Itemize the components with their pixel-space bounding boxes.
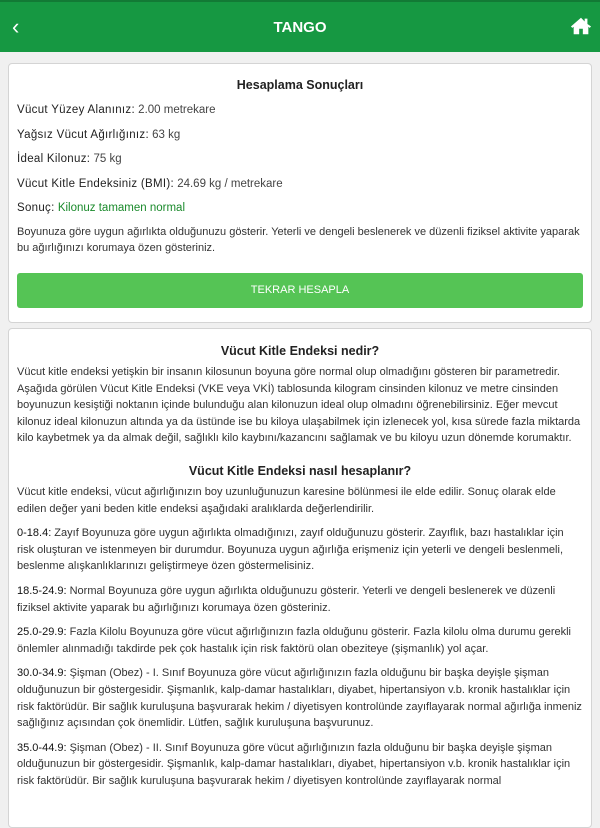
result-description: Boyunuza göre uygun ağırlıkta olduğunuzu gösterir. Yeterli ve dengeli beslenerek ve düzenli fiziksel aktivite yaparak bu ağırlığınızı korumaya özen gösteriniz.	[17, 225, 580, 255]
info-card	[8, 328, 592, 828]
range-text: Fazla Kilolu Boyunuza göre vücut ağırlığınızın fazla olduğunu gösterir. Fazla kilolu olma durumu gerekli önlemler alınmadığı takdirde pek çok hastalık için risk faktörü olan obeziteye (şişmanlık) yol açar.	[17, 626, 571, 655]
section-text-how: Vücut kitle endeksi, vücut ağırlığınızın boy uzunluğunuzun karesine bölünmesi ile elde edilir. Sonuç olarak elde edilen değer yani beden kitle endeksi aşağıdaki aralıklarda değerlendirilir.	[17, 485, 556, 515]
bmi-range-item	[17, 525, 583, 575]
recalculate-button[interactable]: TEKRAR HESAPLA	[17, 273, 583, 308]
value: 24.69 kg / metrekare	[177, 177, 283, 190]
section-text-what: Vücut kitle endeksi yetişkin bir insanın kilosunun boyuna göre normal olup olmadığını gösteren bir parametredir. Aşağıda görülen Vücut Kitle Endeksi (VKE veya VKİ) tablosunda kilogram cinsinden kilonuz ve metre cinsinden boyunuzun kesiştiği noktanın içinde bulunduğu alan kilonuzun ideal olup olmadını öğrenebilirsiniz. Eğer mevcut kilonuz ideal kilonuzun altında ya da üstünde ise bu kiloya ulaşabilmek için izlenecek yol, kısa sürede fazla miktarda kilo kaybetmek ya da almak değil, sağlıklı kilo kaybını/kazancını sağlamak ve bu kiloyu uzun dönemde korumaktır.	[17, 366, 581, 445]
range-text: Şişman (Obez) - II. Sınıf Boyunuza göre vücut ağırlığınızın fazla olduğunu bir başka deyişle şişman olduğunuzun bir göstergesidir. Şişmanlık, kalp-damar hastalıkları, diyabet, hipertansiyon v.b. kronik hastalıklar için risk faktörüdür. Bir sağlık kuruluşuna başvurarak hekim / diyetisyen kontrolünde zayıflayarak normal	[17, 741, 571, 787]
value: 63 kg	[152, 128, 181, 141]
range-label: 25.0-29.9:	[17, 626, 67, 639]
range-label: 35.0-44.9:	[17, 741, 67, 754]
range-label: 0-18.4:	[17, 527, 52, 540]
result-verdict	[17, 196, 583, 221]
bmi-range-item	[17, 583, 583, 616]
range-text: Zayıf Boyunuza göre uygun ağırlıkta olmadığınızı, zayıf olduğunuzu gösterir. Zayıflık, bazı hastalıklar için risk oluşturan ve istenmeyen bir durumdur. Boyunuza uygun ağırlığa erişmeniz için yeterli ve dengeli beslenmeli, beslenme alışkanlıklarınızı geliştirmeye özen göstermelisiniz.	[17, 527, 564, 573]
value: 2.00 metrekare	[138, 104, 216, 116]
back-chevron-icon[interactable]: ‹	[12, 14, 20, 39]
status-text: Kilonuz tamamen normal	[57, 202, 186, 214]
label: Yağsız Vücut Ağırlığınız:	[17, 128, 149, 141]
range-text: Şişman (Obez) - I. Sınıf Boyunuza göre vücut ağırlığınızın fazla olduğunu bir başka deyişle şişman olduğunuzun bir göstergesidir. Şişmanlık, kalp-damar hastalıkları, diyabet, hipertansiyon v.b. kronik hastalıklar için risk faktörüdür. Bir sağlık kuruluşuna başvurarak hekim / diyetisyen kontrolünde zayıflayarak normal ağırlığa inmeniz sağlığınız açısından çok önemlidir. Lütfen, sağlık kuruluşuna başvurunuz.	[17, 667, 582, 730]
label: Vücut Kitle Endeksiniz (BMI):	[17, 177, 174, 190]
result-lean-mass	[17, 123, 583, 148]
label: Vücut Yüzey Alanınız:	[17, 104, 135, 116]
home-icon[interactable]	[570, 15, 592, 37]
bmi-range-item	[17, 665, 583, 731]
result-bmi	[17, 172, 583, 197]
result-ideal-weight	[17, 147, 583, 172]
section-title-how: Vücut Kitle Endeksi nasıl hesaplanır?	[188, 463, 412, 478]
range-label: 18.5-24.9:	[17, 584, 67, 597]
result-body-surface	[17, 98, 583, 123]
range-label: 30.0-34.9:	[17, 667, 67, 680]
page-title: TANGO	[273, 18, 327, 36]
results-title: Hesaplama Sonuçları	[236, 78, 364, 92]
range-text: Normal Boyunuza göre uygun ağırlıkta olduğunuzu gösterir. Yeterli ve dengeli beslenerek ve düzenli fiziksel aktivite yaparak bu ağırlığınızı korumaya özen gösteriniz.	[17, 584, 556, 614]
label: İdeal Kilonuz:	[17, 153, 91, 165]
bmi-range-item	[17, 624, 583, 657]
label: Sonuç:	[17, 202, 55, 214]
value: 75 kg	[93, 153, 122, 165]
results-card	[8, 63, 592, 323]
app-header	[0, 0, 600, 52]
section-title-what: Vücut Kitle Endeksi nedir?	[220, 344, 380, 358]
bmi-range-item	[17, 740, 583, 790]
